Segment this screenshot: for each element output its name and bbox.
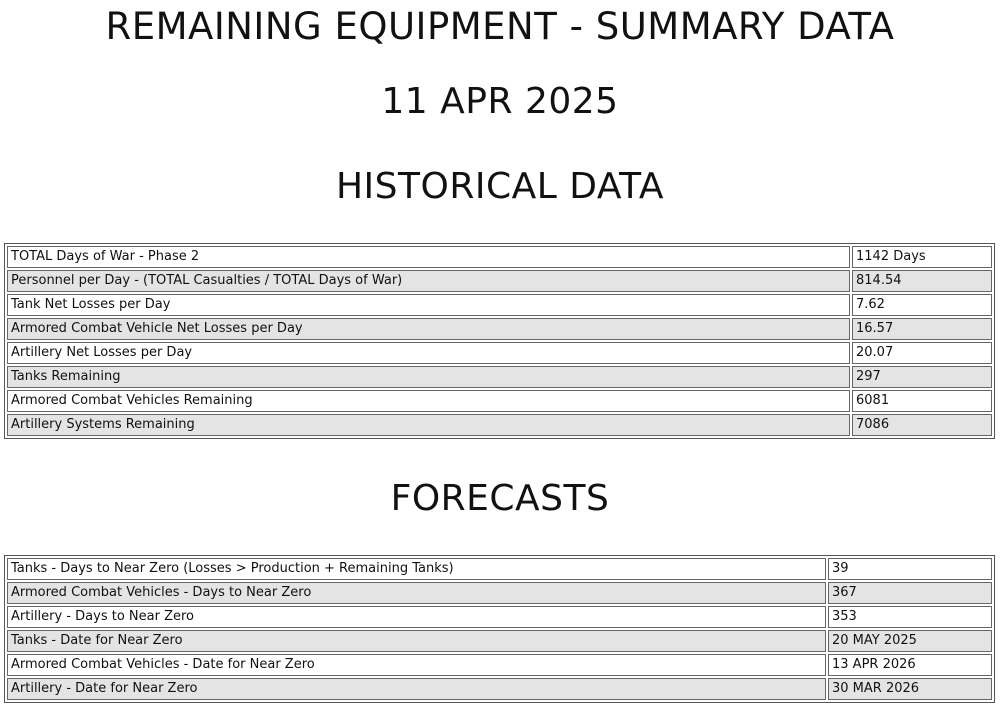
- row-value: 30 MAR 2026: [828, 678, 992, 700]
- historical-data-heading: HISTORICAL DATA: [335, 166, 664, 207]
- row-label: Tanks Remaining: [7, 366, 850, 388]
- row-value: 367: [828, 582, 992, 604]
- row-label: Artillery Net Losses per Day: [7, 342, 850, 364]
- table-row: [7, 606, 992, 628]
- table-row: [7, 246, 992, 268]
- row-value: 7.62: [852, 294, 992, 316]
- row-label: Tanks - Date for Near Zero: [7, 630, 826, 652]
- table-row: [7, 390, 992, 412]
- row-label: Artillery Systems Remaining: [7, 414, 850, 436]
- row-value: 20 MAY 2025: [828, 630, 992, 652]
- table-row: [7, 654, 992, 676]
- row-value: 39: [828, 558, 992, 580]
- row-label: Armored Combat Vehicles Remaining: [7, 390, 850, 412]
- table-row: [7, 630, 992, 652]
- table-row: [7, 366, 992, 388]
- historical-data-table: [4, 243, 995, 439]
- row-label: Tanks - Days to Near Zero (Losses > Production + Remaining Tanks): [7, 558, 826, 580]
- table-row: [7, 318, 992, 340]
- row-value: 814.54: [852, 270, 992, 292]
- row-label: Tank Net Losses per Day: [7, 294, 850, 316]
- row-label: Armored Combat Vehicles - Date for Near Zero: [7, 654, 826, 676]
- forecasts-table: [4, 555, 995, 703]
- report-date: 11 APR 2025: [381, 81, 619, 122]
- row-label: TOTAL Days of War - Phase 2: [7, 246, 850, 268]
- row-label: Armored Combat Vehicles - Days to Near Zero: [7, 582, 826, 604]
- row-value: 7086: [852, 414, 992, 436]
- row-value: 1142 Days: [852, 246, 992, 268]
- row-value: 297: [852, 366, 992, 388]
- row-label: Artillery - Date for Near Zero: [7, 678, 826, 700]
- table-row: [7, 414, 992, 436]
- row-label: Personnel per Day - (TOTAL Casualties / TOTAL Days of War): [7, 270, 850, 292]
- table-row: [7, 558, 992, 580]
- page-title: REMAINING EQUIPMENT - SUMMARY DATA: [105, 5, 895, 48]
- row-label: Artillery - Days to Near Zero: [7, 606, 826, 628]
- row-value: 353: [828, 606, 992, 628]
- row-label: Armored Combat Vehicle Net Losses per Day: [7, 318, 850, 340]
- table-row: [7, 294, 992, 316]
- row-value: 13 APR 2026: [828, 654, 992, 676]
- row-value: 6081: [852, 390, 992, 412]
- table-row: [7, 582, 992, 604]
- table-row: [7, 270, 992, 292]
- forecasts-heading: FORECASTS: [390, 478, 610, 519]
- row-value: 20.07: [852, 342, 992, 364]
- table-row: [7, 678, 992, 700]
- row-value: 16.57: [852, 318, 992, 340]
- table-row: [7, 342, 992, 364]
